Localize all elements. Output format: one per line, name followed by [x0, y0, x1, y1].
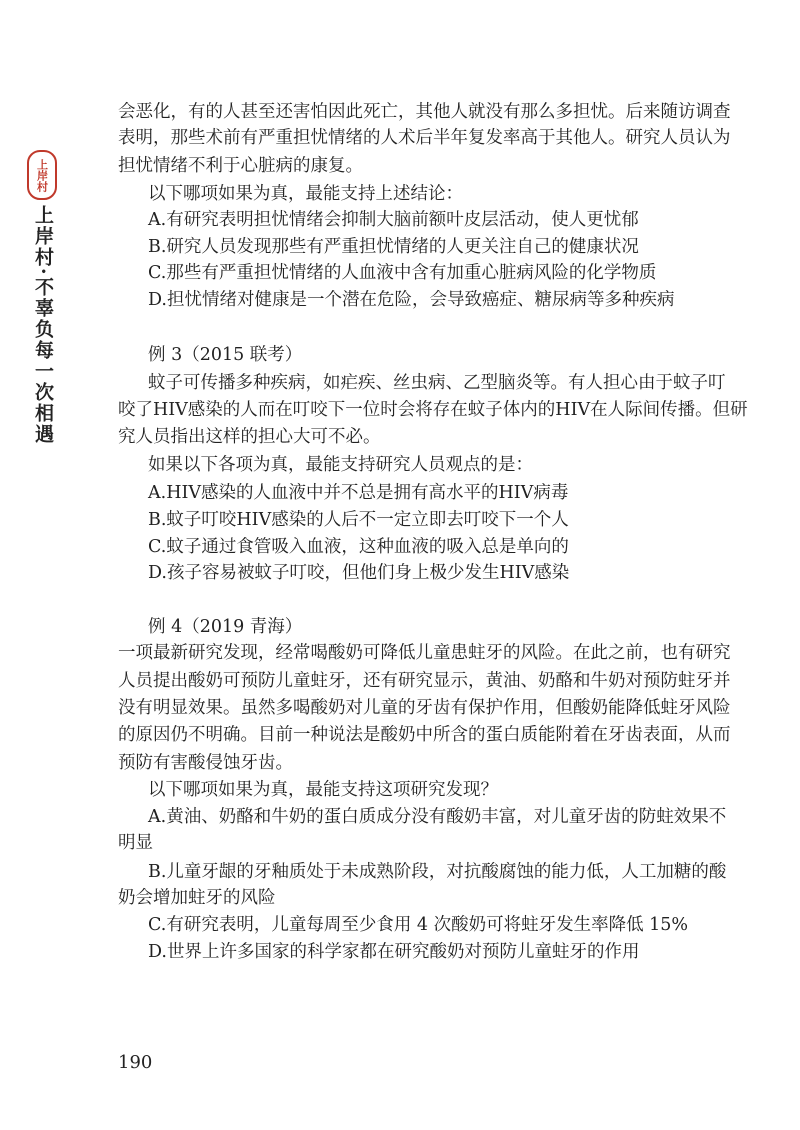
- paragraph-line: 表明，那些术前有严重担忧情绪的人术后半年复发率高于其他人。研究人员认为: [118, 128, 731, 148]
- option-a: A.HIV感染的人血液中并不总是拥有高水平的HIV病毒: [148, 483, 569, 503]
- paragraph-line: 人员提出酸奶可预防儿童蛀牙，还有研究显示，黄油、奶酪和牛奶对预防蛀牙并: [118, 671, 731, 691]
- seal-logo: [27, 150, 57, 200]
- page-number: 190: [118, 1052, 153, 1073]
- option-b-cont: 奶会增加蛀牙的风险: [118, 888, 276, 908]
- option-b: B.蚊子叮咬HIV感染的人后不一定立即去叮咬下一个人: [148, 510, 569, 530]
- sidebar-slogan: 上岸村·不辜负每一次相遇: [32, 205, 54, 445]
- example-title: 例 3（2015 联考）: [148, 345, 303, 365]
- option-a: A.有研究表明担忧情绪会抑制大脑前额叶皮层活动，使人更忧郁: [148, 210, 639, 230]
- option-a-cont: 明显: [118, 833, 153, 853]
- paragraph-line: 究人员指出这样的担心大可不必。: [118, 427, 381, 447]
- question: 以下哪项如果为真，最能支持上述结论：: [148, 184, 463, 204]
- option-b: B.儿童牙龈的牙釉质处于未成熟阶段，对抗酸腐蚀的能力低，人工加糖的酸: [148, 862, 727, 882]
- paragraph-line: 没有明显效果。虽然多喝酸奶对儿童的牙齿有保护作用，但酸奶能降低蛀牙风险: [118, 698, 731, 718]
- option-c: C.蚊子通过食管吸入血液，这种血液的吸入总是单向的: [148, 537, 569, 557]
- paragraph-line: 预防有害酸侵蚀牙齿。: [118, 753, 293, 773]
- paragraph-line: 蚊子可传播多种疾病，如疟疾、丝虫病、乙型脑炎等。有人担心由于蚊子叮: [148, 373, 726, 393]
- option-d: D.世界上许多国家的科学家都在研究酸奶对预防儿童蛀牙的作用: [148, 942, 640, 962]
- paragraph-line: 会恶化，有的人甚至还害怕因此死亡，其他人就没有那么多担忧。后来随访调查: [118, 102, 731, 122]
- option-c: C.有研究表明，儿童每周至少食用 4 次酸奶可将蛀牙发生率降低 15%: [148, 915, 689, 935]
- option-d: D.孩子容易被蚊子叮咬，但他们身上极少发生HIV感染: [148, 563, 570, 583]
- paragraph-line: 一项最新研究发现，经常喝酸奶可降低儿童患蛀牙的风险。在此之前，也有研究: [118, 643, 731, 663]
- paragraph-line: 担忧情绪不利于心脏病的康复。: [118, 156, 363, 176]
- example-title: 例 4（2019 青海）: [148, 617, 303, 637]
- paragraph-line: 的原因仍不明确。目前一种说法是酸奶中所含的蛋白质能附着在牙齿表面，从而: [118, 725, 731, 745]
- seal-text: 上岸村: [35, 158, 49, 192]
- option-d: D.担忧情绪对健康是一个潜在危险，会导致癌症、糖尿病等多种疾病: [148, 290, 675, 310]
- option-c: C.那些有严重担忧情绪的人血液中含有加重心脏病风险的化学物质: [148, 263, 657, 283]
- option-a: A.黄油、奶酪和牛奶的蛋白质成分没有酸奶丰富，对儿童牙齿的防蛀效果不: [148, 807, 727, 827]
- paragraph-line: 咬了HIV感染的人而在叮咬下一位时会将存在蚊子体内的HIV在人际间传播。但研: [118, 400, 748, 420]
- question: 以下哪项如果为真，最能支持这项研究发现？: [148, 780, 498, 800]
- question: 如果以下各项为真，最能支持研究人员观点的是：: [148, 455, 533, 475]
- option-b: B.研究人员发现那些有严重担忧情绪的人更关注自己的健康状况: [148, 237, 639, 257]
